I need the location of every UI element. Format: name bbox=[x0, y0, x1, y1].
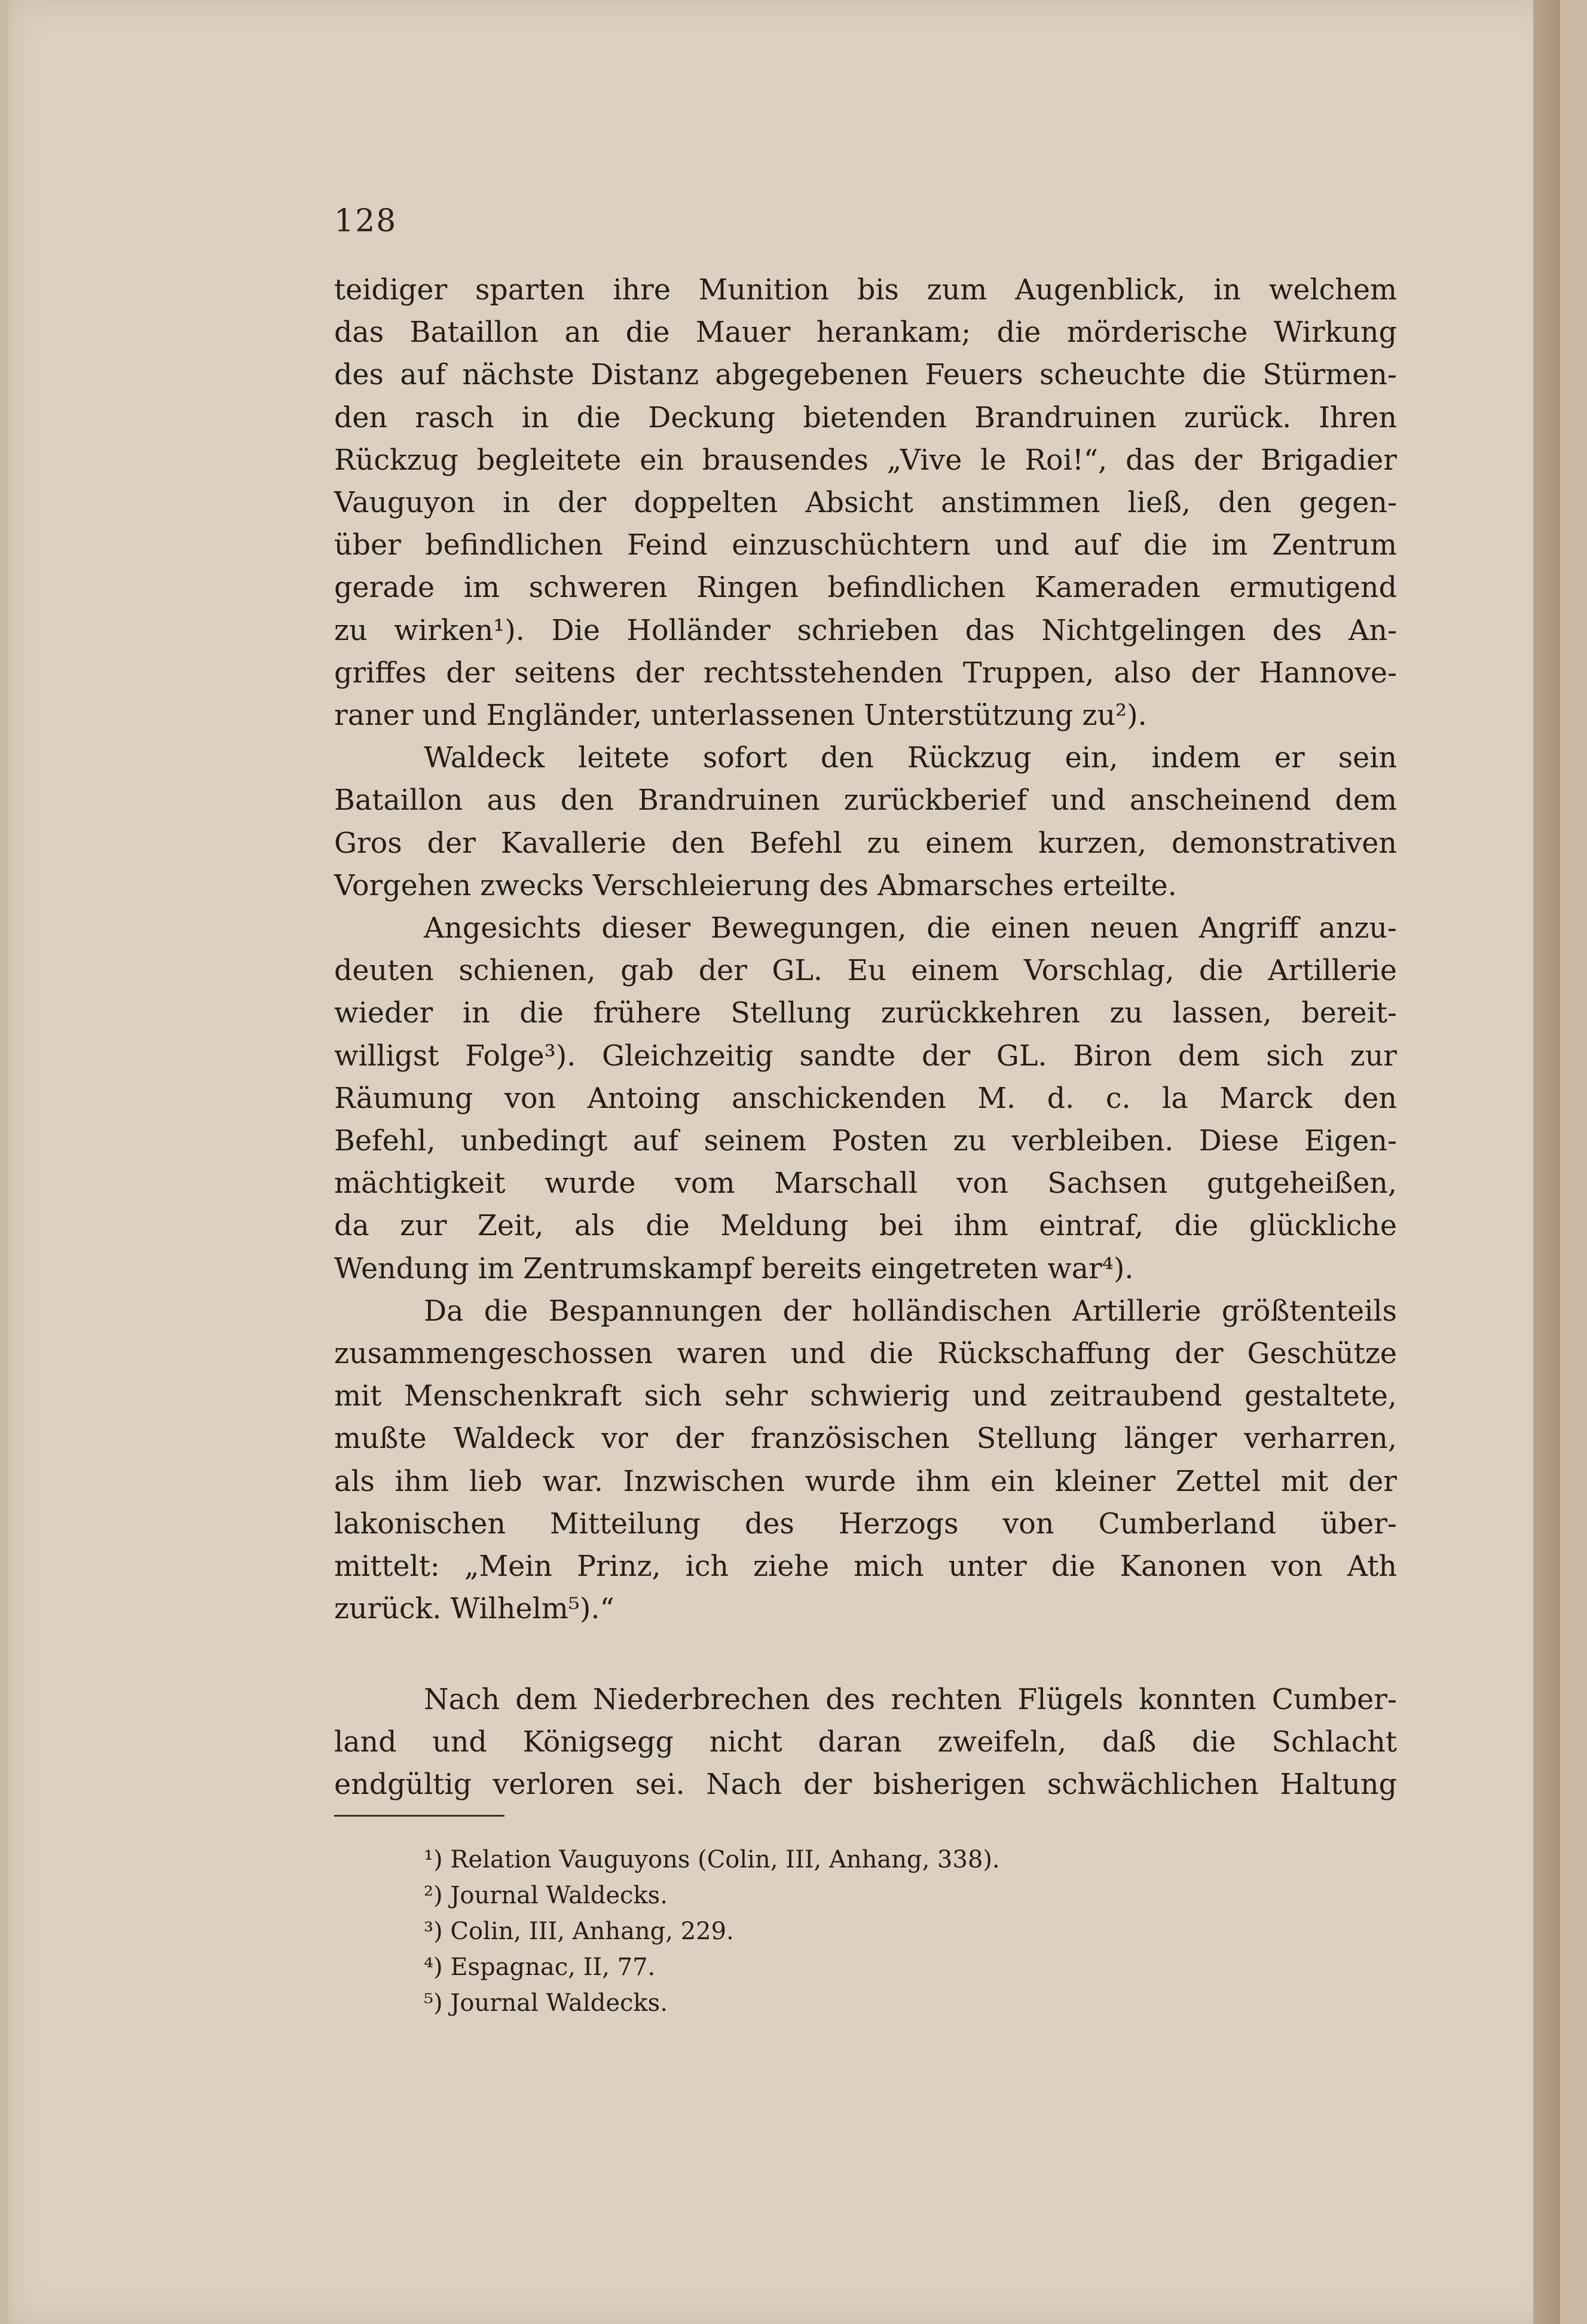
body-text bbox=[334, 269, 1397, 1806]
text-line: mächtigkeit wurde vom Marschall von Sachsen gutgeheißen, bbox=[334, 1167, 1397, 1201]
page-number: 128 bbox=[334, 203, 397, 239]
text-line: lakonischen Mitteilung des Herzogs von Cumberland über- bbox=[334, 1507, 1397, 1541]
text-line: des auf nächste Distanz abgegebenen Feuers scheuchte die Stürmen- bbox=[334, 359, 1397, 392]
text-line: zu wirken¹). Die Holländer schrieben das Nichtgelingen des An- bbox=[334, 614, 1397, 647]
text-line: Gros der Kavallerie den Befehl zu einem kurzen, demonstrativen bbox=[334, 826, 1397, 860]
page-edge bbox=[1533, 0, 1560, 2324]
text-line: Angesichts dieser Bewegungen, die einen neuen Angriff anzu- bbox=[424, 912, 1397, 945]
text-line: über befindlichen Feind einzuschüchtern und auf die im Zentrum bbox=[334, 529, 1397, 562]
text-line: den rasch in die Deckung bietenden Brandruinen zurück. Ihren bbox=[334, 401, 1397, 434]
text-line: gerade im schweren Ringen befindlichen Kameraden ermutigend bbox=[334, 571, 1397, 605]
text-line: Vauguyon in der doppelten Absicht anstimmen ließ, den gegen- bbox=[334, 486, 1397, 520]
text-line: Bataillon aus den Brandruinen zurückberief und anscheinend dem bbox=[334, 784, 1397, 817]
text-line: deuten schienen, gab der GL. Eu einem Vorschlag, die Artillerie bbox=[334, 954, 1397, 988]
text-line: Rückzug begleitete ein brausendes „Vive le Roi!“, das der Brigadier bbox=[334, 443, 1397, 477]
text-line: zurück. Wilhelm⁵).“ bbox=[334, 1593, 614, 1626]
text-line: teidiger sparten ihre Munition bis zum Augenblick, in welchem bbox=[334, 274, 1397, 307]
text-line: mit Menschenkraft sich sehr schwierig und zeitraubend gestaltete, bbox=[334, 1380, 1397, 1413]
text-line: raner und Engländer, unterlassenen Unterstützung zu²). bbox=[334, 699, 1147, 733]
text-line: Waldeck leitete sofort den Rückzug ein, indem er sein bbox=[424, 742, 1397, 775]
text-line: wieder in die frühere Stellung zurückkehren zu lassen, bereit- bbox=[334, 997, 1397, 1030]
text-line: als ihm lieb war. Inzwischen wurde ihm ein kleiner Zettel mit der bbox=[334, 1465, 1397, 1498]
text-line: das Bataillon an die Mauer herankam; die mörderische Wirkung bbox=[334, 316, 1397, 350]
text-line: Nach dem Niederbrechen des rechten Flügels konnten Cumber- bbox=[424, 1683, 1397, 1716]
footnote: ⁵) Journal Waldecks. bbox=[424, 1989, 668, 2017]
footnote: ¹) Relation Vauguyons (Colin, III, Anhang, 338). bbox=[424, 1846, 1000, 1873]
footnote-rule bbox=[334, 1815, 504, 1817]
text-line: griffes der seitens der rechtsstehenden Truppen, also der Hannove- bbox=[334, 656, 1397, 690]
text-line: da zur Zeit, als die Meldung bei ihm eintraf, die glückliche bbox=[334, 1210, 1397, 1243]
footnotes bbox=[424, 1842, 1000, 2021]
text-line: Befehl, unbedingt auf seinem Posten zu verbleiben. Diese Eigen- bbox=[334, 1125, 1397, 1158]
text-line: Räumung von Antoing anschickenden M. d. c. la Marck den bbox=[334, 1082, 1397, 1115]
text-line: Da die Bespannungen der holländischen Artillerie größtenteils bbox=[424, 1294, 1397, 1328]
section-gap bbox=[334, 1631, 1397, 1679]
text-line: willigst Folge³). Gleichzeitig sandte der GL. Biron dem sich zur bbox=[334, 1039, 1397, 1073]
text-line: endgültig verloren sei. Nach der bisherigen schwächlichen Haltung bbox=[334, 1768, 1397, 1801]
footnote: ⁴) Espagnac, II, 77. bbox=[424, 1953, 656, 1981]
text-line: land und Königsegg nicht daran zweifeln, daß die Schlacht bbox=[334, 1725, 1397, 1759]
footnote: ²) Journal Waldecks. bbox=[424, 1882, 668, 1909]
text-line: Wendung im Zentrumskampf bereits eingetreten war⁴). bbox=[334, 1252, 1134, 1285]
footnote: ³) Colin, III, Anhang, 229. bbox=[424, 1918, 734, 1945]
text-line: mußte Waldeck vor der französischen Stellung länger verharren, bbox=[334, 1422, 1397, 1456]
text-line: mittelt: „Mein Prinz, ich ziehe mich unter die Kanonen von Ath bbox=[334, 1550, 1397, 1584]
book-page bbox=[8, 0, 1560, 2324]
text-line: Vorgehen zwecks Verschleierung des Abmarsches erteilte. bbox=[334, 869, 1177, 902]
text-line: zusammengeschossen waren und die Rückschaffung der Geschütze bbox=[334, 1337, 1397, 1371]
